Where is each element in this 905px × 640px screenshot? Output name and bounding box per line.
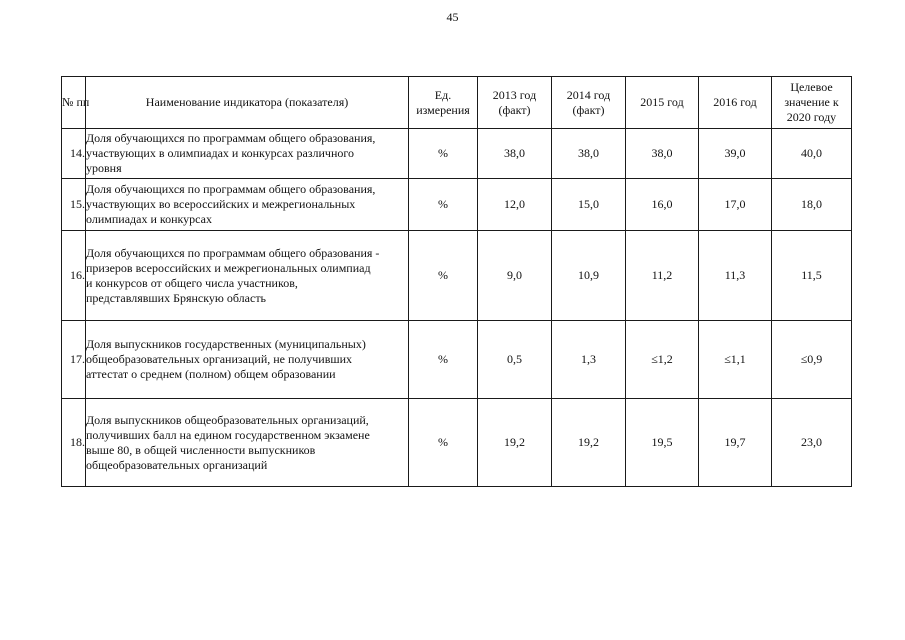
unit-cell: %	[409, 179, 478, 231]
value-target-2020: 11,5	[772, 231, 852, 321]
table-row	[62, 231, 852, 321]
value-2013: 0,5	[478, 321, 552, 399]
header-2016: 2016 год	[699, 77, 772, 129]
value-target-2020: 40,0	[772, 129, 852, 179]
value-2013: 12,0	[478, 179, 552, 231]
value-2014: 1,3	[552, 321, 626, 399]
value-2015: 11,2	[626, 231, 699, 321]
indicator-name: Доля обучающихся по программам общего образования - призеров всероссийских и межрегиональных олимпиад и конкурсов от общего числа участников, представлявших Брянскую область	[86, 231, 409, 321]
table-row	[62, 129, 852, 179]
value-target-2020: 18,0	[772, 179, 852, 231]
table-row	[62, 321, 852, 399]
table-header-row	[62, 77, 852, 129]
header-name: Наименование индикатора (показателя)	[86, 77, 409, 129]
unit-cell: %	[409, 129, 478, 179]
indicator-name: Доля обучающихся по программам общего образования, участвующих в олимпиадах и конкурсах различного уровня	[86, 129, 409, 179]
value-2014: 38,0	[552, 129, 626, 179]
page-number: 45	[446, 10, 459, 24]
value-2015: ≤1,2	[626, 321, 699, 399]
indicator-name: Доля выпускников общеобразовательных организаций, получивших балл на едином государственном экзамене выше 80, в общей численности выпускников общеобразовательных организаций	[86, 399, 409, 487]
value-2016: 11,3	[699, 231, 772, 321]
indicators-table	[61, 76, 852, 487]
table-row	[62, 399, 852, 487]
value-2014: 15,0	[552, 179, 626, 231]
value-2016: 17,0	[699, 179, 772, 231]
value-2013: 9,0	[478, 231, 552, 321]
row-number: 18.	[62, 399, 86, 487]
value-2015: 19,5	[626, 399, 699, 487]
header-2015: 2015 год	[626, 77, 699, 129]
header-unit: Ед. измерения	[409, 77, 478, 129]
row-number: 17.	[62, 321, 86, 399]
unit-cell: %	[409, 399, 478, 487]
row-number: 15.	[62, 179, 86, 231]
value-2015: 16,0	[626, 179, 699, 231]
unit-cell: %	[409, 231, 478, 321]
value-target-2020: 23,0	[772, 399, 852, 487]
indicator-name: Доля выпускников государственных (муниципальных) общеобразовательных организаций, не получивших аттестат о среднем (полном) общем образовании	[86, 321, 409, 399]
value-2014: 19,2	[552, 399, 626, 487]
header-num: № пп	[62, 77, 86, 129]
value-2016: 19,7	[699, 399, 772, 487]
value-2014: 10,9	[552, 231, 626, 321]
row-number: 14.	[62, 129, 86, 179]
value-2016: ≤1,1	[699, 321, 772, 399]
header-2013: 2013 год (факт)	[478, 77, 552, 129]
value-2015: 38,0	[626, 129, 699, 179]
header-target-2020: Целевое значение к 2020 году	[772, 77, 852, 129]
header-2014: 2014 год (факт)	[552, 77, 626, 129]
unit-cell: %	[409, 321, 478, 399]
value-target-2020: ≤0,9	[772, 321, 852, 399]
row-number: 16.	[62, 231, 86, 321]
indicator-name: Доля обучающихся по программам общего образования, участвующих во всероссийских и межрегиональных олимпиадах и конкурсах	[86, 179, 409, 231]
value-2013: 38,0	[478, 129, 552, 179]
table-row	[62, 179, 852, 231]
value-2013: 19,2	[478, 399, 552, 487]
value-2016: 39,0	[699, 129, 772, 179]
